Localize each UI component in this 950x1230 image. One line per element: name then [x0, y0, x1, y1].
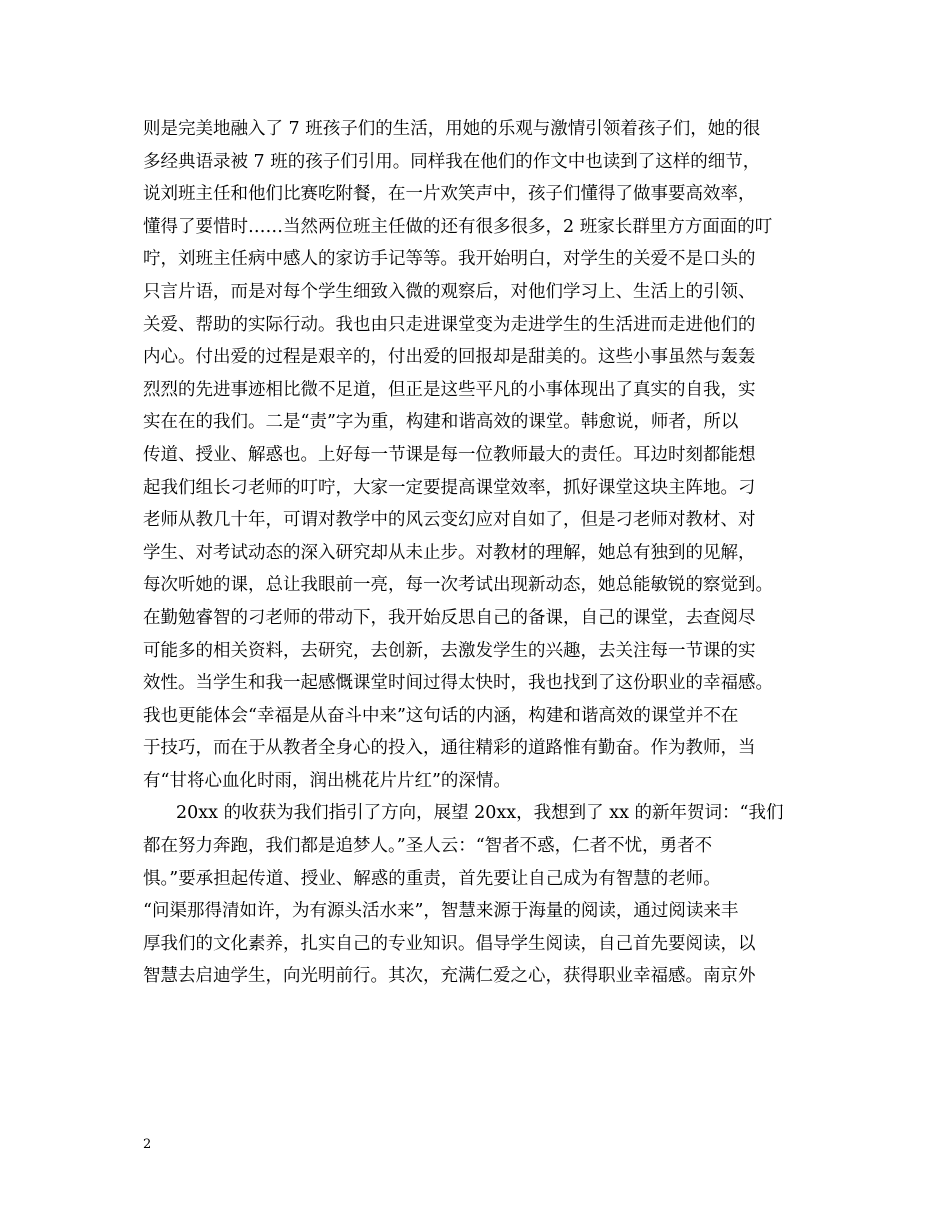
paragraph-start-line: 20xx 的收获为我们指引了方向，展望 20xx，我想到了 xx 的新年贺词：“我们 [176, 803, 784, 824]
text-line: 惧。”要承担起传道、授业、解惑的重责，首先要让自己成为有智慧的老师。 [143, 868, 721, 889]
text-line: 效性。当学生和我一起感慨课堂时间过得太快时，我也找到了这份职业的幸福感。 [143, 673, 773, 694]
page-number: 2 [143, 1137, 152, 1152]
text-line: 可能多的相关资料，去研究，去创新，去激发学生的兴趣，去关注每一节课的实 [143, 640, 756, 661]
text-line: 于技巧，而在于从教者全身心的投入，通往精彩的道路惟有勤奋。作为教师，当 [143, 738, 756, 759]
text-line: 咛，刘班主任病中感人的家访手记等等。我开始明白，对学生的关爱不是口头的 [143, 249, 756, 270]
text-line: 懂得了要惜时……当然两位班主任做的还有很多很多，2 班家长群里方方面面的叮 [143, 216, 773, 237]
text-line: 每次听她的课，总让我眼前一亮，每一次考试出现新动态，她总能敏锐的察觉到。 [143, 575, 773, 596]
text-line: 起我们组长刁老师的叮咛，大家一定要提高课堂效率，抓好课堂这块主阵地。刁 [143, 477, 756, 498]
text-line: 都在努力奔跑，我们都是追梦人。”圣人云：“智者不惑，仁者不忧，勇者不 [143, 836, 713, 857]
text-line: 智慧去启迪学生，向光明前行。其次，充满仁爱之心，获得职业幸福感。南京外 [143, 966, 756, 987]
text-line: 传道、授业、解惑也。上好每一节课是每一位教师最大的责任。耳边时刻都能想 [143, 444, 756, 465]
text-line: 关爱、帮助的实际行动。我也由只走进课堂变为走进学生的生活进而走进他们的 [143, 314, 756, 335]
text-line: 说刘班主任和他们比赛吃附餐，在一片欢笑声中，孩子们懂得了做事要高效率， [143, 184, 756, 205]
text-line: 多经典语录被 7 班的孩子们引用。同样我在他们的作文中也读到了这样的细节， [143, 151, 761, 172]
text-line: 厚我们的文化素养，扎实自己的专业知识。倡导学生阅读，自己首先要阅读，以 [143, 933, 756, 954]
text-line: 我也更能体会“幸福是从奋斗中来”这句话的内涵，构建和谐高效的课堂并不在 [143, 705, 739, 726]
text-line: 老师从教几十年，可谓对教学中的风云变幻应对自如了，但是刁老师对教材、对 [143, 510, 756, 531]
body-text [143, 113, 809, 993]
text-line: 学生、对考试动态的深入研究却从未止步。对教材的理解，她总有独到的见解， [143, 542, 756, 563]
text-line: “问渠那得清如许，为有源头活水来”，智慧来源于海量的阅读，通过阅读来丰 [143, 901, 739, 922]
text-line: 有“甘将心血化时雨，润出桃花片片红”的深情。 [143, 770, 511, 791]
text-line: 内心。付出爱的过程是艰辛的，付出爱的回报却是甜美的。这些小事虽然与轰轰 [143, 347, 756, 368]
text-line: 实在在的我们。二是“责”字为重，构建和谐高效的课堂。韩愈说，师者，所以 [143, 412, 739, 433]
text-line: 在勤勉睿智的刁老师的带动下，我开始反思自己的备课，自己的课堂，去查阅尽 [143, 607, 756, 628]
text-line: 则是完美地融入了 7 班孩子们的生活，用她的乐观与激情引领着孩子们，她的很 [143, 119, 761, 139]
text-line: 烈烈的先进事迹相比微不足道，但正是这些平凡的小事体现出了真实的自我，实 [143, 379, 756, 400]
text-line: 只言片语，而是对每个学生细致入微的观察后，对他们学习上、生活上的引领、 [143, 281, 756, 302]
